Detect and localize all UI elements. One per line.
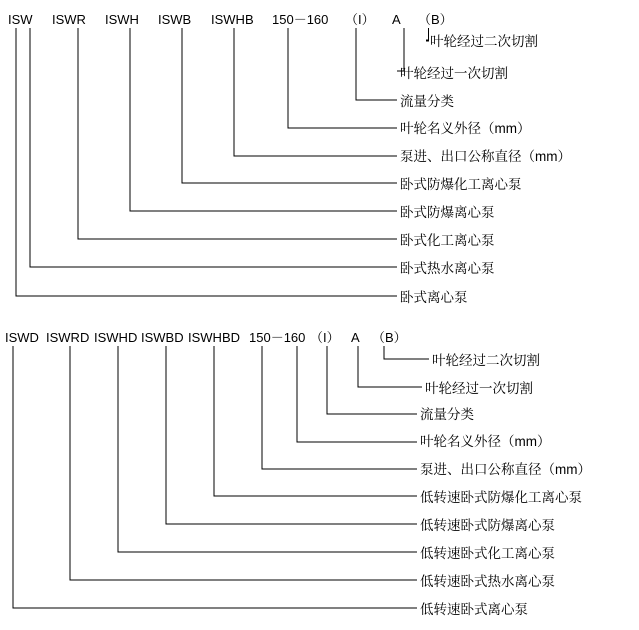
code-label-cut-b: （B） (418, 12, 453, 27)
desc-label-impeller-dia: 叶轮名义外径（mm） (400, 121, 531, 136)
desc-label-second-cut-2: 叶轮经过二次切割 (432, 353, 540, 368)
code-label-iswb: ISWB (158, 12, 192, 27)
desc-label-hotwater-pump: 卧式热水离心泵 (400, 261, 495, 276)
desc-label-second-cut: 叶轮经过二次切割 (430, 34, 538, 49)
desc-label-flow-class: 流量分类 (400, 94, 454, 109)
desc-label-lowspeed-ex-chem: 低转速卧式防爆化工离心泵 (420, 490, 582, 505)
desc-label-centrifugal: 卧式离心泵 (400, 290, 468, 305)
desc-label-first-cut-2: 叶轮经过一次切割 (425, 381, 533, 396)
desc-label-ex-chem-pump: 卧式防爆化工离心泵 (400, 177, 522, 192)
code-label-cut-a-2: A (351, 330, 360, 345)
code-label-iswhd: ISWHD (94, 330, 138, 345)
code-label-iswrd: ISWRD (46, 330, 90, 345)
desc-label-lowspeed-hot: 低转速卧式热水离心泵 (420, 574, 555, 589)
desc-label-flow-class-2: 流量分类 (420, 407, 474, 422)
desc-label-ex-pump: 卧式防爆离心泵 (400, 205, 495, 220)
code-label-flow: （I） (345, 12, 375, 27)
code-label-cut-b-2: （B） (372, 330, 407, 345)
desc-label-first-cut: 叶轮经过一次切割 (400, 66, 508, 81)
code-label-isw: ISW (8, 12, 33, 27)
desc-label-nominal-dia: 泵进、出口公称直径（mm） (400, 149, 571, 164)
code-label-size: 150－160 (272, 12, 329, 27)
desc-label-chem-pump: 卧式化工离心泵 (400, 233, 495, 248)
code-label-iswh: ISWH (105, 12, 139, 27)
desc-label-lowspeed-chem: 低转速卧式化工离心泵 (420, 546, 555, 561)
code-label-iswbd: ISWBD (141, 330, 184, 345)
code-label-iswhbd: ISWHBD (188, 330, 240, 345)
code-label-iswd: ISWD (5, 330, 39, 345)
code-label-flow-2: （I） (310, 330, 340, 345)
code-label-iswr: ISWR (52, 12, 86, 27)
desc-label-impeller-dia-2: 叶轮名义外径（mm） (420, 434, 551, 449)
desc-label-nominal-dia-2: 泵进、出口公称直径（mm） (420, 462, 591, 477)
desc-label-lowspeed-centr: 低转速卧式离心泵 (420, 602, 528, 617)
code-label-cut-a: A (392, 12, 401, 27)
code-label-size-2: 150－160 (249, 330, 306, 345)
desc-label-lowspeed-ex: 低转速卧式防爆离心泵 (420, 518, 555, 533)
code-label-iswhb: ISWHB (211, 12, 254, 27)
